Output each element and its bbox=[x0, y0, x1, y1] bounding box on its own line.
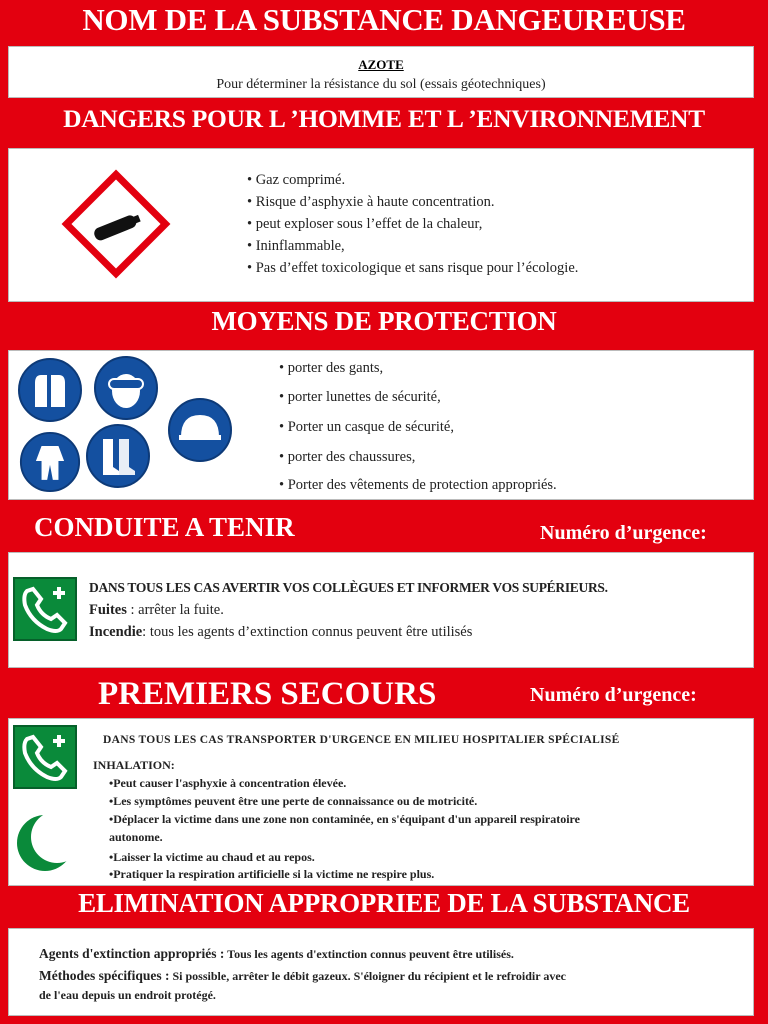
fuites-text: : arrêter la fuite. bbox=[126, 602, 224, 618]
conduite-panel bbox=[8, 552, 754, 668]
elimination-title: ELIMINATION APPROPRIEE DE LA SUBSTANCE bbox=[78, 888, 690, 918]
secours-item: autonome. bbox=[109, 830, 163, 844]
protection-item: • Porter un casque de sécurité, bbox=[279, 419, 454, 435]
protection-title: MOYENS DE PROTECTION bbox=[211, 306, 557, 336]
secours-main-text: DANS TOUS LES CAS TRANSPORTER D'URGENCE EN MILIEU HOSPITALIER SPÉCIALISÉ bbox=[103, 734, 620, 746]
helmet-icon bbox=[167, 397, 233, 463]
green-crescent-icon bbox=[11, 811, 75, 875]
danger-item: • Ininflammable, bbox=[247, 238, 345, 254]
danger-item: • peut exploser sous l’effet de la chaleur, bbox=[247, 216, 483, 232]
secours-item: •Les symptômes peuvent être une perte de connaissance ou de motricité. bbox=[109, 794, 478, 808]
protection-item: • porter lunettes de sécurité, bbox=[279, 389, 441, 405]
conduite-title: CONDUITE A TENIR bbox=[34, 512, 295, 542]
agents-label: Agents d'extinction appropriés : bbox=[39, 946, 225, 961]
methodes-line bbox=[39, 969, 566, 983]
emergency-phone-icon bbox=[13, 725, 77, 789]
agents-text: Tous les agents d'extinction connus peuvent être utilisés. bbox=[224, 947, 514, 961]
methodes-text: Si possible, arrêter le débit gazeux. S'éloigner du récipient et le refroidir avec bbox=[169, 969, 566, 983]
gas-cylinder-hazard-icon bbox=[61, 169, 171, 279]
danger-item: • Risque d’asphyxie à haute concentration. bbox=[247, 194, 495, 210]
secours-item: •Peut causer l'asphyxie à concentration élevée. bbox=[109, 776, 347, 790]
secours-item: •Déplacer la victime dans une zone non contaminée, en s'équipant d'un appareil respiratoire bbox=[109, 812, 580, 826]
substance-name: AZOTE bbox=[358, 57, 404, 72]
danger-item: • Pas d’effet toxicologique et sans risque pour l’écologie. bbox=[247, 260, 579, 276]
conduite-main-text: DANS TOUS LES CAS AVERTIR VOS COLLÈGUES ET INFORMER VOS SUPÉRIEURS. bbox=[89, 580, 608, 595]
protection-item: • porter des gants, bbox=[279, 360, 384, 376]
substance-name-panel bbox=[8, 46, 754, 98]
danger-item: • Gaz comprimé. bbox=[247, 172, 346, 188]
elimination-panel bbox=[8, 928, 754, 1016]
dangers-panel bbox=[8, 148, 754, 302]
incendie-line bbox=[89, 625, 472, 640]
secours-item: •Pratiquer la respiration artificielle si la victime ne respire plus. bbox=[109, 867, 435, 881]
protection-item: • Porter des vêtements de protection appropriés. bbox=[279, 477, 557, 493]
agents-line bbox=[39, 947, 514, 961]
inhalation-label: INHALATION: bbox=[93, 758, 175, 772]
incendie-label: Incendie bbox=[89, 624, 143, 640]
emergency-phone-icon bbox=[13, 577, 77, 641]
protection-panel bbox=[8, 350, 754, 500]
safety-goggles-icon bbox=[93, 355, 159, 421]
safety-boots-icon bbox=[85, 423, 151, 489]
fuites-line bbox=[89, 603, 224, 618]
dangers-title: DANGERS POUR L ’HOMME ET L ’ENVIRONNEMENT bbox=[63, 104, 705, 133]
methodes-text-continued: de l'eau depuis un endroit protégé. bbox=[39, 988, 216, 1002]
methodes-label: Méthodes spécifiques : bbox=[39, 968, 170, 983]
secours-urgence-label: Numéro d’urgence: bbox=[530, 684, 697, 706]
incendie-text: : tous les agents d’extinction connus peuvent être utilisés bbox=[142, 624, 473, 640]
fuites-label: Fuites bbox=[89, 602, 127, 618]
gloves-icon bbox=[17, 357, 83, 423]
substance-name-title: NOM DE LA SUBSTANCE DANGEUREUSE bbox=[82, 2, 686, 37]
substance-usage: Pour déterminer la résistance du sol (essais géotechniques) bbox=[216, 77, 546, 92]
secours-item: •Laisser la victime au chaud et au repos. bbox=[109, 850, 315, 864]
protection-item: • porter des chaussures, bbox=[279, 449, 416, 465]
protective-clothing-icon bbox=[19, 431, 81, 493]
secours-title: PREMIERS SECOURS bbox=[98, 676, 437, 712]
conduite-urgence-label: Numéro d’urgence: bbox=[540, 522, 707, 544]
secours-panel bbox=[8, 718, 754, 886]
